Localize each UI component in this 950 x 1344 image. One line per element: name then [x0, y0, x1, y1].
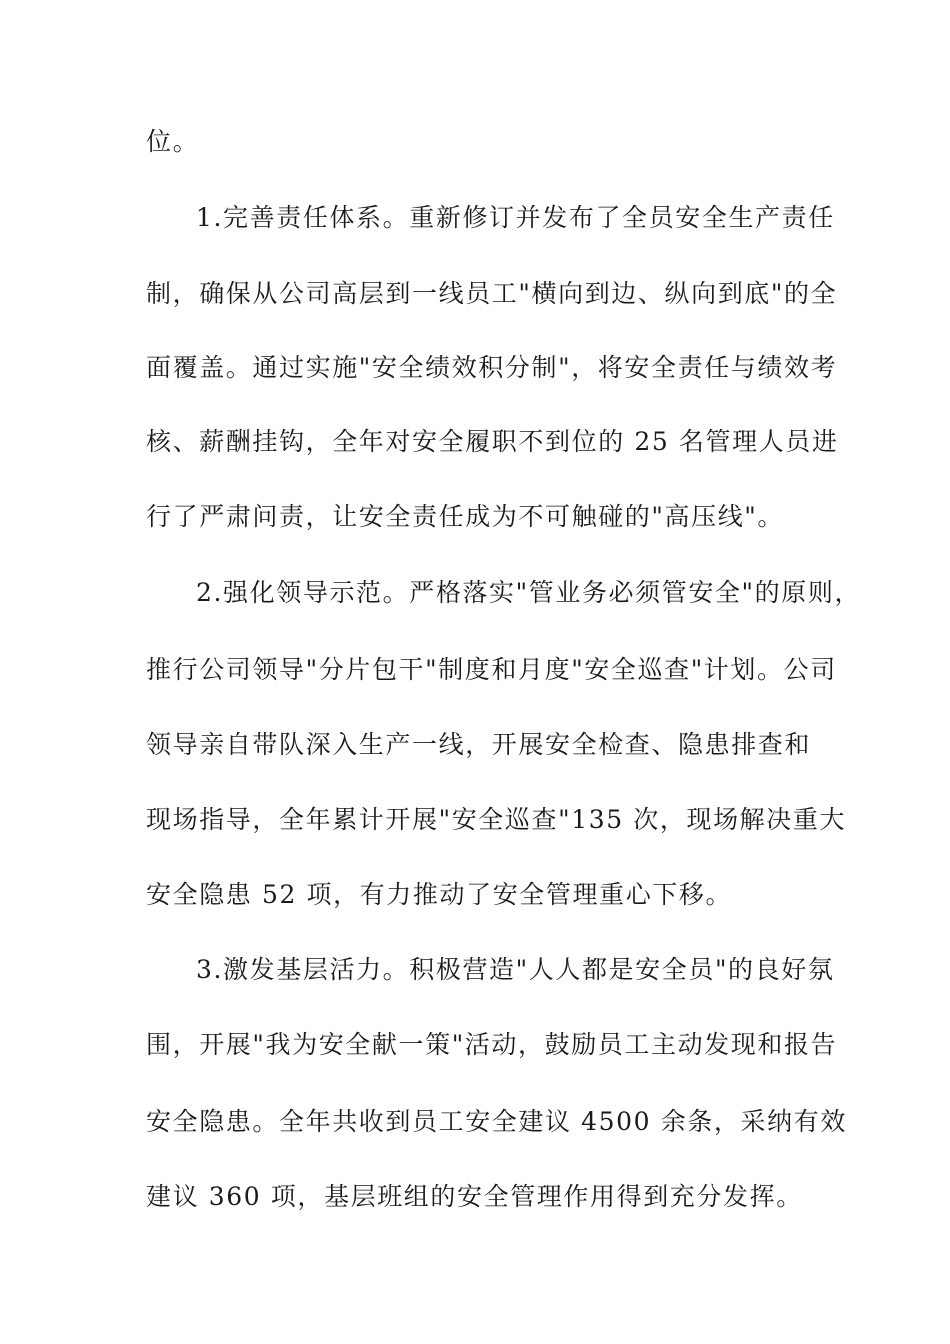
text-line: 制，确保从公司高层到一线员工"横向到边、纵向到底"的全 [146, 279, 838, 308]
paragraph-2-heading-line: 2.强化领导示范。严格落实"管业务必须管安全"的原则， [196, 578, 862, 607]
text-line: 位。 [146, 127, 200, 156]
text-line: 安全隐患 52 项，有力推动了安全管理重心下移。 [146, 880, 733, 909]
text-line: 领导亲自带队深入生产一线，开展安全检查、隐患排查和 [146, 730, 812, 759]
text-line: 行了严肃问责，让安全责任成为不可触碰的"高压线"。 [146, 502, 784, 531]
text-line: 面覆盖。通过实施"安全绩效积分制"，将安全责任与绩效考 [146, 353, 838, 382]
text-line: 建议 360 项，基层班组的安全管理作用得到充分发挥。 [146, 1182, 803, 1211]
paragraph-3-heading-line: 3.激发基层活力。积极营造"人人都是安全员"的良好氛 [196, 955, 835, 984]
text-line: 围，开展"我为安全献一策"活动，鼓励员工主动发现和报告 [146, 1030, 838, 1059]
text-line: 现场指导，全年累计开展"安全巡查"135 次，现场解决重大 [146, 805, 847, 834]
paragraph-1-heading-line: 1.完善责任体系。重新修订并发布了全员安全生产责任 [196, 203, 835, 232]
text-line: 安全隐患。全年共收到员工安全建议 4500 余条，采纳有效 [146, 1107, 847, 1136]
text-line: 推行公司领导"分片包干"制度和月度"安全巡查"计划。公司 [146, 655, 837, 684]
text-line: 核、薪酬挂钩，全年对安全履职不到位的 25 名管理人员进 [146, 427, 839, 456]
